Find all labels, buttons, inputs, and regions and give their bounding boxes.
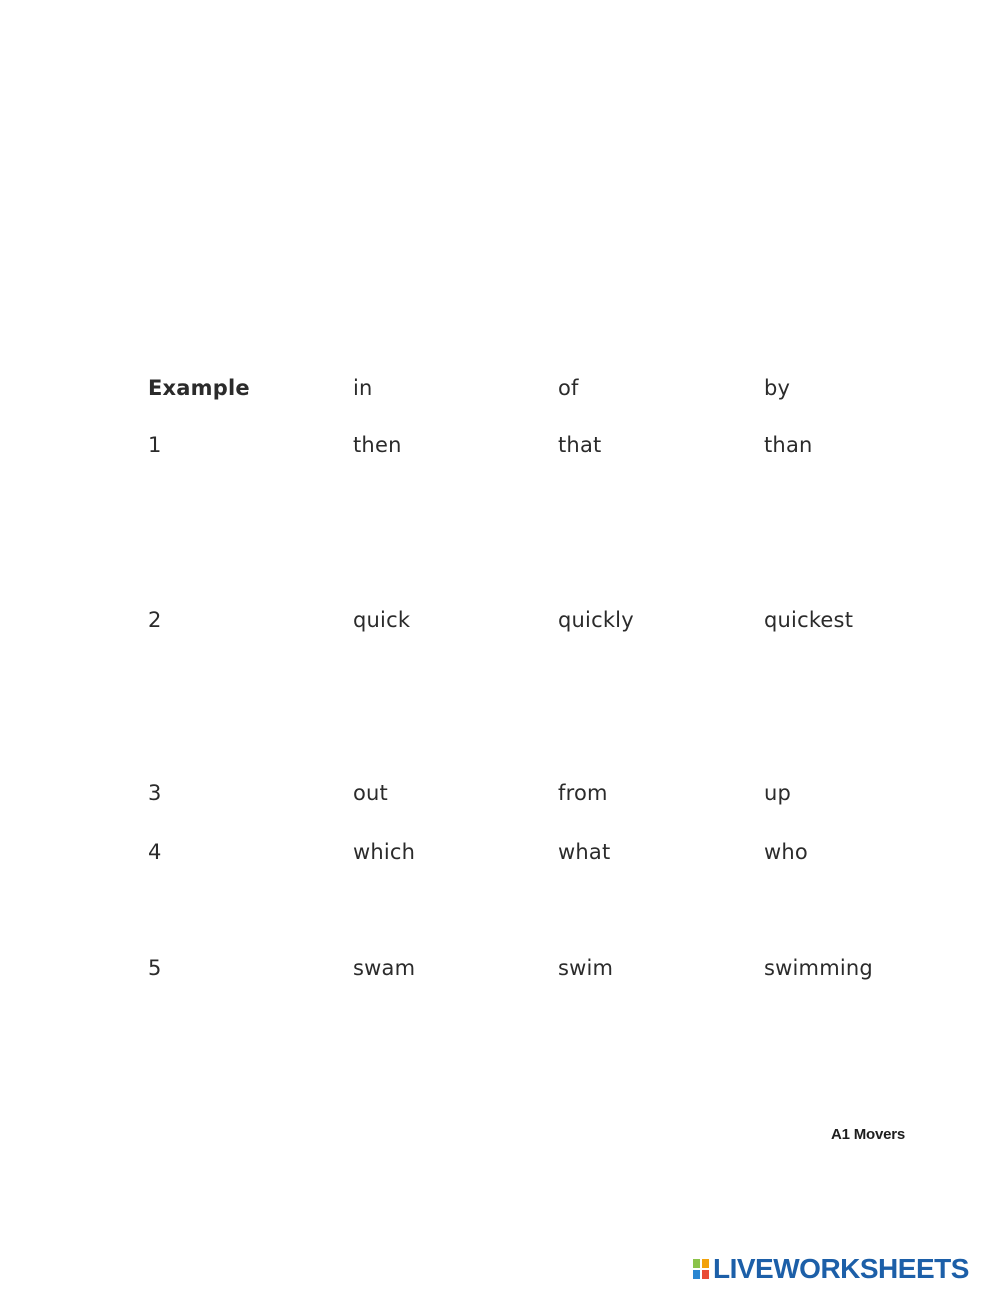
option-c[interactable]: than <box>764 433 813 457</box>
question-row-4 <box>0 832 1000 872</box>
option-a[interactable]: swam <box>353 956 416 980</box>
row-label: 2 <box>148 608 162 632</box>
option-a[interactable]: out <box>353 781 388 805</box>
option-b[interactable]: quickly <box>558 608 634 632</box>
option-b[interactable]: swim <box>558 956 614 980</box>
brand-logo <box>692 1252 969 1286</box>
row-label: Example <box>148 376 250 400</box>
example-row <box>0 368 1000 408</box>
question-row-2 <box>0 600 1000 640</box>
question-row-1 <box>0 425 1000 465</box>
option-b[interactable]: that <box>558 433 602 457</box>
brand-name: LIVEWORKSHEETS <box>713 1253 969 1284</box>
question-row-5 <box>0 948 1000 988</box>
option-b[interactable]: of <box>558 376 579 400</box>
option-c[interactable]: quickest <box>764 608 854 632</box>
row-label: 1 <box>148 433 162 457</box>
option-a[interactable]: quick <box>353 608 411 632</box>
question-row-3 <box>0 773 1000 813</box>
option-a[interactable]: then <box>353 433 402 457</box>
option-b[interactable]: from <box>558 781 608 805</box>
option-c[interactable]: up <box>764 781 792 805</box>
row-label: 4 <box>148 840 162 864</box>
logo-tile-i <box>701 1258 710 1269</box>
option-b[interactable]: what <box>558 840 611 864</box>
option-a[interactable]: which <box>353 840 416 864</box>
logo-tile-v <box>692 1269 701 1280</box>
option-c[interactable]: who <box>764 840 808 864</box>
row-label: 5 <box>148 956 162 980</box>
exam-level-label: A1 Movers <box>831 1126 906 1143</box>
option-a[interactable]: in <box>353 376 373 400</box>
option-c[interactable]: by <box>764 376 791 400</box>
option-c[interactable]: swimming <box>764 956 873 980</box>
liveworksheets-logo-icon <box>692 1258 710 1280</box>
logo-tile-l <box>692 1258 701 1269</box>
logo-tile-e <box>701 1269 710 1280</box>
row-label: 3 <box>148 781 162 805</box>
